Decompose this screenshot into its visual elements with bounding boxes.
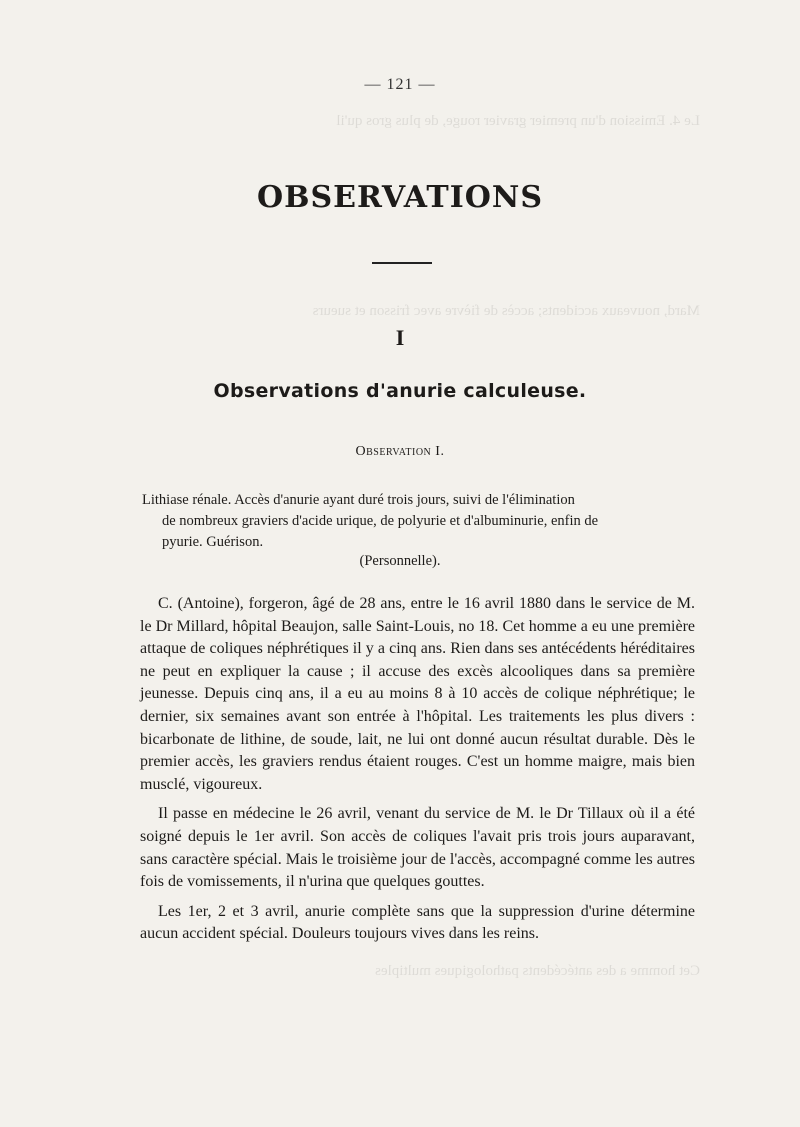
paragraph: C. (Antoine), forgeron, âgé de 28 ans, entre le 16 avril 1880 dans le service de M. le Dr Millard, hôpital Beaujon, salle Saint-Louis, no 18. Cet homme a eu une première attaque de coliques néphrétiques il y a cinq ans. Rien dans ses antécédents héréditaires ne peut en expliquer la cause ; il accuse des excès alcooliques dans sa première jeunesse. Depuis cinq ans, il a eu au moins 8 à 10 accès de colique néphrétique; le dernier, six semaines avant son entrée à l'hôpital. Les traitements les plus divers : bicarbonate de lithine, de soude, lait, ne lui ont donné aucun résultat durable. Dès le premier accès, les graviers rendus étaient rouges. C'est un homme maigre, mais bien musclé, vigoureux.	[140, 595, 695, 793]
bleed-through-text: Le 4. Emission d'un premier gravier rouge, de plus gros qu'il	[336, 113, 700, 129]
page-number: — 121 —	[364, 76, 436, 93]
chapter-numeral: I	[395, 325, 405, 350]
page-title: OBSERVATIONS	[256, 180, 544, 215]
bleed-through-text: Cet homme a des antécédents pathologiques multiples	[375, 963, 700, 979]
bleed-through-text: Mard, nouveaux accidents; accès de fièvre avec frisson et sueurs	[312, 303, 700, 319]
summary-line: Lithiase rénale. Accès d'anurie ayant duré trois jours, suivi de l'élimination	[142, 492, 575, 508]
summary-line: pyurie. Guérison.	[162, 534, 264, 550]
summary-line: de nombreux graviers d'acide urique, de polyurie et d'albuminurie, enfin de	[162, 513, 599, 529]
paragraph: Les 1er, 2 et 3 avril, anurie complète sans que la suppression d'urine détermine aucun accident spécial. Douleurs toujours vives dans les reins.	[140, 902, 695, 943]
chapter-title: Observations d'anurie calculeuse.	[213, 380, 587, 402]
observation-heading: Observation I.	[355, 444, 445, 459]
title-divider	[372, 262, 432, 264]
observation-source: (Personnelle).	[359, 553, 441, 569]
paragraph: Il passe en médecine le 26 avril, venant du service de M. le Dr Tillaux où il a été soigné depuis le 1er avril. Son accès de coliques l'avait pris trois jours auparavant, sans caractère spécial. Mais le troisième jour de l'accès, accompagné comme les autres fois de vomissements, il n'urina que quelques gouttes.	[140, 805, 695, 891]
observation-summary	[142, 490, 694, 553]
body-text	[140, 593, 695, 953]
